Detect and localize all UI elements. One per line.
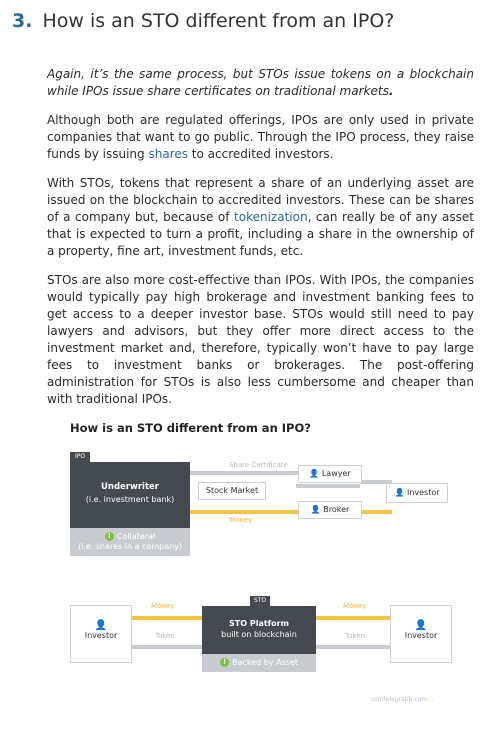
paragraph-4: STOs are also more cost-effective than IPOs. With IPOs, the companies would typically pay high brokerage and investment banking fees to get access to a deeper investor base. STOs would still need to pay lawyers and advisors, but they offer more direct access to the investment market and, therefore, typically won’t have to pay large fees to investment banks or brokerages. The post-offering administration for STOs is also less cumbersome and cheaper than with traditional IPOs.	[47, 273, 474, 406]
paragraph-2-tail: to accredited investors.	[187, 147, 334, 161]
tokenization-link[interactable]: tokenization	[234, 210, 308, 224]
money-arrow-2	[362, 510, 392, 514]
backed-label: Backed by Asset	[232, 658, 298, 667]
intro-paragraph	[47, 66, 474, 100]
section-title: How is an STO different from an IPO?	[42, 10, 395, 32]
section-heading	[12, 10, 394, 32]
investor-left-box	[70, 605, 132, 663]
lawyer-box	[298, 465, 362, 483]
cointelegraph-logo-icon: ◌	[429, 696, 435, 703]
money-right-arrow	[316, 616, 390, 620]
money-left-label: Money	[151, 602, 175, 610]
person-icon: 👤	[94, 620, 108, 631]
underwriter-box	[70, 462, 190, 528]
article-body	[47, 66, 474, 420]
comparison-figure	[66, 410, 466, 710]
investor-top-box	[386, 483, 448, 503]
broker-box	[298, 501, 362, 519]
collateral-label: Collateral	[116, 532, 156, 541]
investor-right-label: Investor	[404, 631, 438, 640]
investor-left-label: Investor	[84, 631, 118, 640]
money-arrow-1	[190, 510, 298, 514]
token-right-arrow	[316, 645, 390, 649]
ipo-tag: IPO	[70, 452, 90, 462]
share-arrow-1	[190, 471, 310, 475]
paragraph-3	[47, 175, 474, 260]
share-arrow-3	[296, 484, 360, 488]
person-icon: 👤	[310, 505, 321, 514]
investor-top-label: Investor	[406, 488, 440, 497]
money-right-label: Money	[343, 602, 367, 610]
sto-platform-sub: built on blockchain	[221, 630, 297, 639]
person-icon: 👤	[414, 620, 428, 631]
person-icon: 👤	[309, 469, 320, 478]
underwriter-label: Underwriter	[101, 482, 159, 492]
underwriter-sub: (i.e. investment bank)	[85, 495, 175, 504]
paragraph-3-text: With STOs, tokens that represent a share of an underlying asset are issued on the blockchain to accredited investors. These can be shares of a company but, because of	[47, 176, 474, 224]
sto-platform-label: STO Platform	[229, 619, 289, 628]
sto-tag: STO	[250, 596, 270, 606]
money-left-arrow	[132, 616, 202, 620]
figure-title: How is an STO different from an IPO?	[70, 421, 311, 435]
source-label	[371, 696, 434, 703]
source-text: cointelegraph.com	[371, 696, 428, 703]
token-left-label: Token	[155, 632, 175, 640]
section-number: 3.	[12, 10, 33, 32]
broker-label: Broker	[323, 505, 350, 514]
token-right-label: Token	[345, 632, 365, 640]
person-icon: 👤	[394, 488, 405, 497]
investor-right-box	[390, 605, 452, 663]
exclamation-icon: !	[105, 532, 114, 541]
money-top-label: Money	[229, 516, 253, 524]
backed-box	[202, 654, 316, 672]
collateral-sub: (i.e. shares in a company)	[77, 542, 183, 551]
sto-platform-box	[202, 606, 316, 654]
token-left-arrow	[132, 645, 202, 649]
exclamation-icon: !	[220, 658, 229, 667]
paragraph-2	[47, 112, 474, 163]
intro-end: .	[388, 84, 394, 98]
intro-text: Again, it’s the same process, but STOs issue tokens on a blockchain while IPOs issue share certificates on traditional markets	[47, 67, 474, 98]
collateral-box	[70, 528, 190, 556]
shares-link[interactable]: shares	[148, 147, 188, 161]
paragraph-2-text: Although both are regulated offerings, IPOs are only used in private companies that want to go public. Through the IPO process, they raise funds by issuing	[47, 113, 474, 161]
stock-market-box: Stock Market	[198, 482, 266, 500]
lawyer-label: Lawyer	[321, 469, 351, 478]
share-certificate-label: Share Certificate	[229, 461, 288, 469]
paragraph-3-tail: , can really be of any asset that is expected to turn a profit, including a share in the ownership of a property, fine art, investment funds, etc.	[47, 210, 474, 258]
